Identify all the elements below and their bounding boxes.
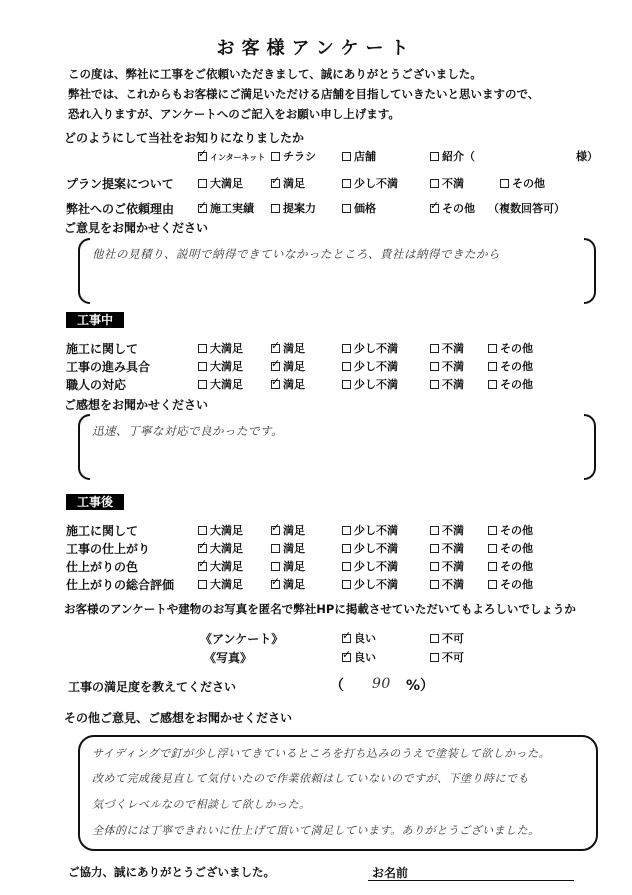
checkbox[interactable] bbox=[488, 562, 497, 571]
checkbox[interactable] bbox=[430, 634, 439, 643]
rating-option[interactable]: 少し不満 bbox=[342, 376, 398, 392]
checkbox-checked[interactable] bbox=[271, 580, 280, 589]
opinion1-question: ご意見をお聞かせください bbox=[64, 221, 209, 235]
q3-option-price[interactable]: 価格 bbox=[342, 200, 376, 216]
rating-option[interactable]: 少し不満 bbox=[342, 558, 398, 574]
publish-survey-label: 《アンケート》 bbox=[200, 632, 284, 646]
q1-option-internet[interactable]: ✓インターネット bbox=[198, 150, 265, 163]
rating-option[interactable]: 少し不満 bbox=[342, 522, 398, 538]
rating-option[interactable]: 大満足 bbox=[198, 376, 243, 392]
checkbox-checked[interactable] bbox=[342, 634, 351, 643]
checkbox[interactable] bbox=[430, 544, 439, 553]
rating-option[interactable]: 大満足 bbox=[198, 340, 243, 356]
rating-option[interactable]: 大満足 bbox=[198, 358, 243, 374]
q3-label: 弊社へのご依頼理由 bbox=[66, 202, 175, 216]
publish-question: お客様のアンケートや建物のお写真を匿名で弊社HPに掲載させていただいてもよろしいでしょうか bbox=[64, 602, 576, 616]
opinion3-line-4: 全体的には丁寧できれいに仕上げて頂いて満足しています。ありがとうございました。 bbox=[92, 824, 540, 837]
checkbox-checked[interactable] bbox=[198, 562, 207, 571]
opinion3-question: その他ご意見、ご感想をお聞かせください bbox=[64, 711, 293, 725]
publish-survey-yes[interactable]: ✓ 良い bbox=[342, 630, 376, 646]
checkbox[interactable] bbox=[342, 526, 351, 535]
satisfaction-open-paren: （ bbox=[330, 678, 344, 694]
rating-option[interactable]: 満足 bbox=[271, 558, 305, 574]
rating-option[interactable]: 少し不満 bbox=[342, 358, 398, 374]
checkbox[interactable] bbox=[430, 152, 439, 161]
rating-option[interactable]: 不満 bbox=[430, 576, 464, 592]
checkbox[interactable] bbox=[488, 544, 497, 553]
checkbox-checked[interactable] bbox=[271, 179, 280, 188]
checkbox[interactable] bbox=[271, 204, 280, 213]
checkbox[interactable] bbox=[198, 344, 207, 353]
checkbox[interactable] bbox=[342, 152, 351, 161]
rating-option[interactable]: 大満足 bbox=[198, 576, 243, 592]
satisfaction-question: 工事の満足度を教えてください bbox=[68, 680, 237, 694]
checkbox[interactable] bbox=[342, 580, 351, 589]
publish-photo-no[interactable]: 不可 bbox=[430, 649, 464, 665]
q2-label: プラン提案について bbox=[66, 177, 174, 191]
rating-option[interactable]: 少し不満 bbox=[342, 340, 398, 356]
bracket-right bbox=[584, 238, 596, 304]
name-label: お名前 bbox=[372, 866, 409, 880]
footer-thanks: ご協力、誠にありがとうございました。 bbox=[68, 865, 275, 879]
rating-option[interactable]: 少し不満 bbox=[342, 576, 398, 592]
q2-option-other[interactable]: その他 bbox=[500, 175, 545, 191]
checkbox[interactable] bbox=[271, 152, 280, 161]
checkbox-checked[interactable] bbox=[342, 653, 351, 662]
rating-row-label: 施工に関して bbox=[66, 342, 139, 356]
satisfaction-unit: %） bbox=[406, 678, 435, 694]
checkbox[interactable] bbox=[342, 204, 351, 213]
q1-question: どのようにして当社をお知りになりましたか bbox=[64, 131, 305, 145]
checkbox[interactable] bbox=[488, 580, 497, 589]
checkbox[interactable] bbox=[430, 653, 439, 662]
checkbox[interactable] bbox=[342, 380, 351, 389]
rating-option[interactable]: その他 bbox=[488, 340, 533, 356]
rating-option[interactable]: その他 bbox=[488, 522, 533, 538]
checkbox[interactable] bbox=[342, 362, 351, 371]
rating-row-label: 施工に関して bbox=[66, 524, 139, 538]
rating-row-label: 仕上がりの総合評価 bbox=[66, 578, 175, 592]
opinion3-line-1: サイディングで釘が少し浮いてきているところを打ち込みのうえで塗装して欲しかった。 bbox=[92, 747, 551, 760]
rating-option[interactable]: その他 bbox=[488, 558, 533, 574]
rating-option[interactable]: ✓ 満足 bbox=[271, 358, 305, 374]
rating-option[interactable]: ✓ 大満足 bbox=[198, 558, 243, 574]
section-after-construction: 工事後 bbox=[66, 494, 124, 510]
rating-option[interactable]: ✓ 満足 bbox=[271, 522, 305, 538]
checkbox[interactable] bbox=[430, 526, 439, 535]
rating-option[interactable]: その他 bbox=[488, 358, 533, 374]
opinion3-line-3: 気づくレベルなので相談して欲しかった。 bbox=[92, 798, 311, 811]
q3-multiple-note: （複数回答可） bbox=[488, 202, 565, 215]
q1-option-store[interactable]: 店舗 bbox=[342, 148, 376, 164]
name-underline[interactable] bbox=[368, 880, 574, 881]
publish-photo-yes[interactable]: ✓ 良い bbox=[342, 649, 376, 665]
rating-option[interactable]: ✓ 満足 bbox=[271, 376, 305, 392]
opinion3-line-2: 改めて完成後見直して気付いたので作業依頼はしていないのですが、下塗り時にでも bbox=[92, 772, 529, 785]
checkbox[interactable] bbox=[198, 179, 207, 188]
bracket-left bbox=[78, 238, 90, 304]
intro-line-1: この度は、弊社に工事をご依頼いただきまして、誠にありがとうございました。 bbox=[68, 67, 482, 81]
opinion2-answer[interactable]: 迅速、丁寧な対応で良かったです。 bbox=[92, 424, 284, 438]
checkbox[interactable] bbox=[430, 344, 439, 353]
opinion1-answer[interactable]: 他社の見積り、説明で納得できていなかったところ、貴社は納得できたから bbox=[92, 247, 500, 261]
checkbox[interactable] bbox=[342, 562, 351, 571]
q3-option-proposal[interactable]: 提案力 bbox=[271, 200, 316, 216]
checkbox-checked[interactable] bbox=[198, 152, 207, 161]
q1-referral-suffix: 様） bbox=[576, 150, 598, 163]
rating-option[interactable]: ✓ 満足 bbox=[271, 576, 305, 592]
rating-option[interactable]: 不満 bbox=[430, 522, 464, 538]
rating-row-label: 職人の対応 bbox=[66, 378, 127, 392]
checkbox[interactable] bbox=[198, 362, 207, 371]
rating-row-label: 工事の仕上がり bbox=[66, 542, 151, 556]
q3-option-other[interactable]: ✓ その他 bbox=[430, 200, 475, 216]
q2-option-very-satisfied[interactable]: 大満足 bbox=[198, 175, 243, 191]
rating-option[interactable]: 大満足 bbox=[198, 522, 243, 538]
checkbox-checked[interactable] bbox=[271, 344, 280, 353]
checkbox[interactable] bbox=[488, 344, 497, 353]
checkbox-checked[interactable] bbox=[271, 526, 280, 535]
rating-option[interactable]: 不満 bbox=[430, 358, 464, 374]
checkbox[interactable] bbox=[488, 362, 497, 371]
rating-option[interactable]: 不満 bbox=[430, 340, 464, 356]
intro-line-2: 弊社では、これからもお客様にご満足いただける店舗を目指していきたいと思いますので、 bbox=[68, 87, 540, 101]
q1-option-referral[interactable]: 紹介（ bbox=[430, 148, 475, 164]
opinion2-question: ご感想をお聞かせください bbox=[64, 398, 209, 412]
intro-line-3: 恐れ入りますが、アンケートへのご記入をお願い申し上げます。 bbox=[68, 107, 400, 121]
checkbox[interactable] bbox=[430, 179, 439, 188]
q2-option-satisfied[interactable]: ✓ 満足 bbox=[271, 175, 305, 191]
rating-option[interactable]: ✓ 満足 bbox=[271, 340, 305, 356]
checkbox-checked[interactable] bbox=[430, 204, 439, 213]
checkbox-checked[interactable] bbox=[271, 380, 280, 389]
checkbox[interactable] bbox=[198, 526, 207, 535]
checkbox[interactable] bbox=[342, 544, 351, 553]
checkbox[interactable] bbox=[488, 526, 497, 535]
checkbox-checked[interactable] bbox=[271, 362, 280, 371]
checkbox[interactable] bbox=[430, 562, 439, 571]
checkbox[interactable] bbox=[500, 179, 509, 188]
satisfaction-value[interactable]: 90 bbox=[372, 676, 391, 692]
q1-option-flyer[interactable]: チラシ bbox=[271, 148, 316, 164]
bracket-left bbox=[78, 414, 90, 480]
checkbox[interactable] bbox=[198, 380, 207, 389]
checkbox[interactable] bbox=[430, 580, 439, 589]
rating-option[interactable]: 不満 bbox=[430, 540, 464, 556]
q3-option-track-record[interactable]: ✓ 施工実績 bbox=[198, 200, 254, 216]
bracket-right bbox=[584, 414, 596, 480]
checkbox-checked[interactable] bbox=[198, 544, 207, 553]
rating-option[interactable]: 少し不満 bbox=[342, 540, 398, 556]
page-title: お客様アンケート bbox=[216, 38, 416, 59]
rating-option[interactable]: その他 bbox=[488, 576, 533, 592]
section-during-construction: 工事中 bbox=[66, 312, 124, 328]
checkbox[interactable] bbox=[430, 362, 439, 371]
rating-option[interactable]: 不満 bbox=[430, 558, 464, 574]
checkbox[interactable] bbox=[488, 380, 497, 389]
checkbox-checked[interactable] bbox=[198, 204, 207, 213]
rating-option[interactable]: 満足 bbox=[271, 540, 305, 556]
checkbox[interactable] bbox=[271, 562, 280, 571]
checkbox[interactable] bbox=[430, 380, 439, 389]
checkbox[interactable] bbox=[271, 544, 280, 553]
checkbox[interactable] bbox=[342, 179, 351, 188]
rating-option[interactable]: ✓ 大満足 bbox=[198, 540, 243, 556]
rating-row-label: 工事の進み具合 bbox=[66, 360, 151, 374]
rating-row-label: 仕上がりの色 bbox=[66, 560, 139, 574]
checkbox[interactable] bbox=[342, 344, 351, 353]
q2-option-slightly-unsatisfied[interactable]: 少し不満 bbox=[342, 175, 398, 191]
checkbox[interactable] bbox=[198, 580, 207, 589]
rating-option[interactable]: 不満 bbox=[430, 376, 464, 392]
publish-photo-label: 《写真》 bbox=[204, 651, 253, 665]
rating-option[interactable]: その他 bbox=[488, 540, 533, 556]
q2-option-unsatisfied[interactable]: 不満 bbox=[430, 175, 464, 191]
publish-survey-no[interactable]: 不可 bbox=[430, 630, 464, 646]
rating-option[interactable]: その他 bbox=[488, 376, 533, 392]
